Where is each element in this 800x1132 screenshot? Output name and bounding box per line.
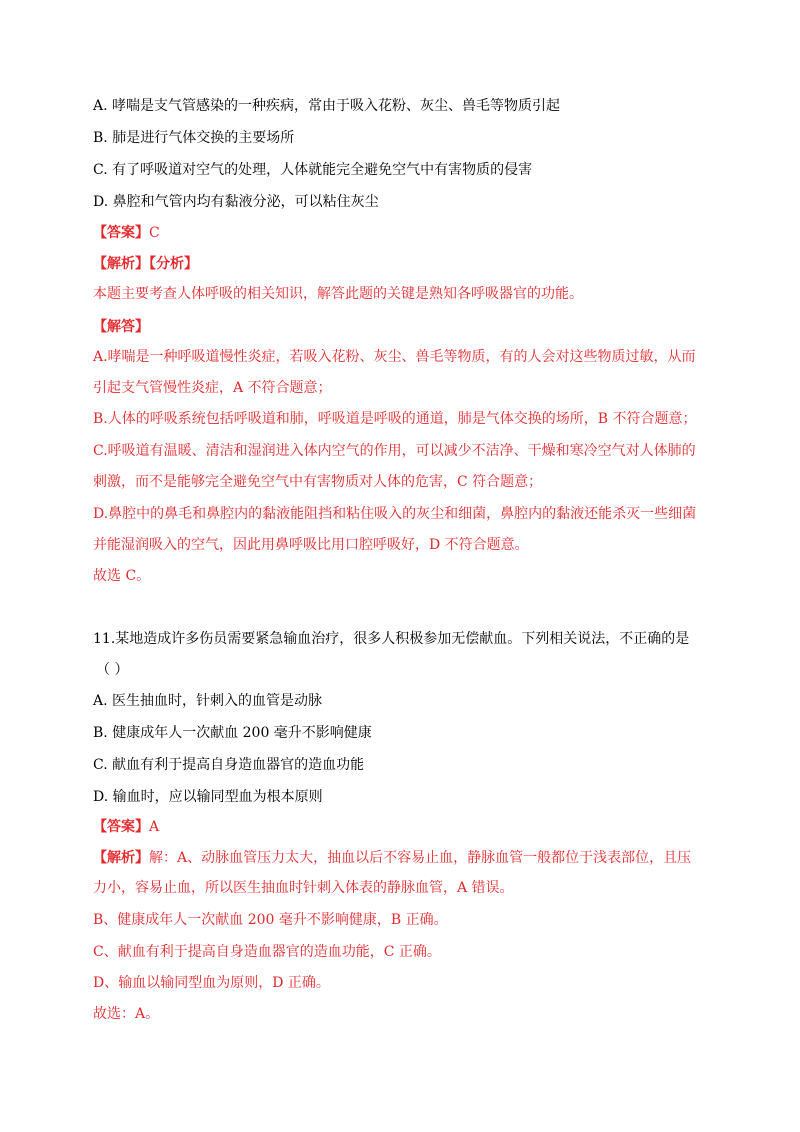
q10-solution-line: C.呼吸道有温暖、清洁和湿润进入体内空气的作用，可以减少不洁净、干燥和寒冷空气对人体肺的 (93, 443, 696, 459)
q10-solution-line: A.哮喘是一种呼吸道慢性炎症，若吸入花粉、灰尘、兽毛等物质，有的人会对这些物质过敏，从而 (93, 349, 696, 365)
q10-analysis-header: 【解析】【分析】 (93, 256, 198, 272)
q11-analysis-line: C、献血有利于提高自身造血器官的造血功能，C 正确。 (93, 944, 441, 960)
q11-conclusion: 故选：A。 (93, 1006, 160, 1022)
q10-solution-line: 引起支气管慢性炎症，A 不符合题意； (93, 380, 332, 396)
q11-analysis-label: 【解析】 (93, 850, 149, 866)
q10-solution-line: B.人体的呼吸系统包括呼吸道和肺，呼吸道是呼吸的通道，肺是气体交换的场所，B 不符合题意； (93, 411, 697, 427)
q10-solution-line: D.鼻腔中的鼻毛和鼻腔内的黏液能阻挡和粘住吸入的灰尘和细菌，鼻腔内的黏液还能杀灭一些细菌 (93, 506, 697, 522)
q11-answer-value: A (149, 819, 160, 835)
q10-option-d: D. 鼻腔和气管内均有黏液分泌，可以粘住灰尘 (93, 194, 379, 210)
q11-option-d: D. 输血时，应以输同型血为根本原则 (93, 789, 323, 805)
q10-answer-label: 【答案】 (93, 225, 149, 241)
q11-answer-row (93, 818, 710, 836)
q11-analysis-line: 解：A、动脉血管压力太大，抽血以后不容易止血，静脉血管一般都位于浅表部位，且压 (149, 850, 692, 866)
q11-option-c: C. 献血有利于提高自身造血器官的造血功能 (93, 757, 365, 773)
q10-option-c: C. 有了呼吸道对空气的处理，人体就能完全避免空气中有害物质的侵害 (93, 162, 533, 178)
q10-solution-line: 刺激，而不是能够完全避免空气中有害物质对人体的危害，C 符合题意； (93, 474, 543, 490)
q11-analysis-line: B、健康成年人一次献血 200 毫升不影响健康，B 正确。 (93, 912, 448, 928)
q10-analysis-text: 本题主要考查人体呼吸的相关知识，解答此题的关键是熟知各呼吸器官的功能。 (93, 286, 583, 302)
q10-option-a: A. 哮喘是支气管感染的一种疾病，常由于吸入花粉、灰尘、兽毛等物质引起 (93, 98, 561, 114)
q10-solution-line: 并能湿润吸入的空气，因此用鼻呼吸比用口腔呼吸好，D 不符合题意。 (93, 537, 529, 553)
q11-option-a: A. 医生抽血时，针刺入的血管是动脉 (93, 693, 323, 709)
q10-solution-header: 【解答】 (93, 319, 149, 335)
q11-analysis-line: D、输血以输同型血为原则，D 正确。 (93, 975, 330, 991)
q11-analysis-line: 力小，容易止血，所以医生抽血时针刺入体表的静脉血管，A 错误。 (93, 880, 514, 896)
q10-answer-row (93, 224, 710, 242)
q11-answer-label: 【答案】 (93, 819, 149, 835)
q10-conclusion: 故选 C。 (93, 568, 151, 584)
q10-option-b: B. 肺是进行气体交换的主要场所 (93, 130, 295, 146)
q10-answer-value: C (149, 225, 160, 241)
q11-answer-paren: （ ） (96, 662, 129, 678)
q11-stem: 11.某地造成许多伤员需要紧急输血治疗，很多人积极参加无偿献血。下列相关说法，不正确的是 (93, 631, 690, 647)
q11-option-b: B. 健康成年人一次献血 200 毫升不影响健康 (93, 725, 372, 741)
q11-analysis-row (93, 849, 710, 867)
